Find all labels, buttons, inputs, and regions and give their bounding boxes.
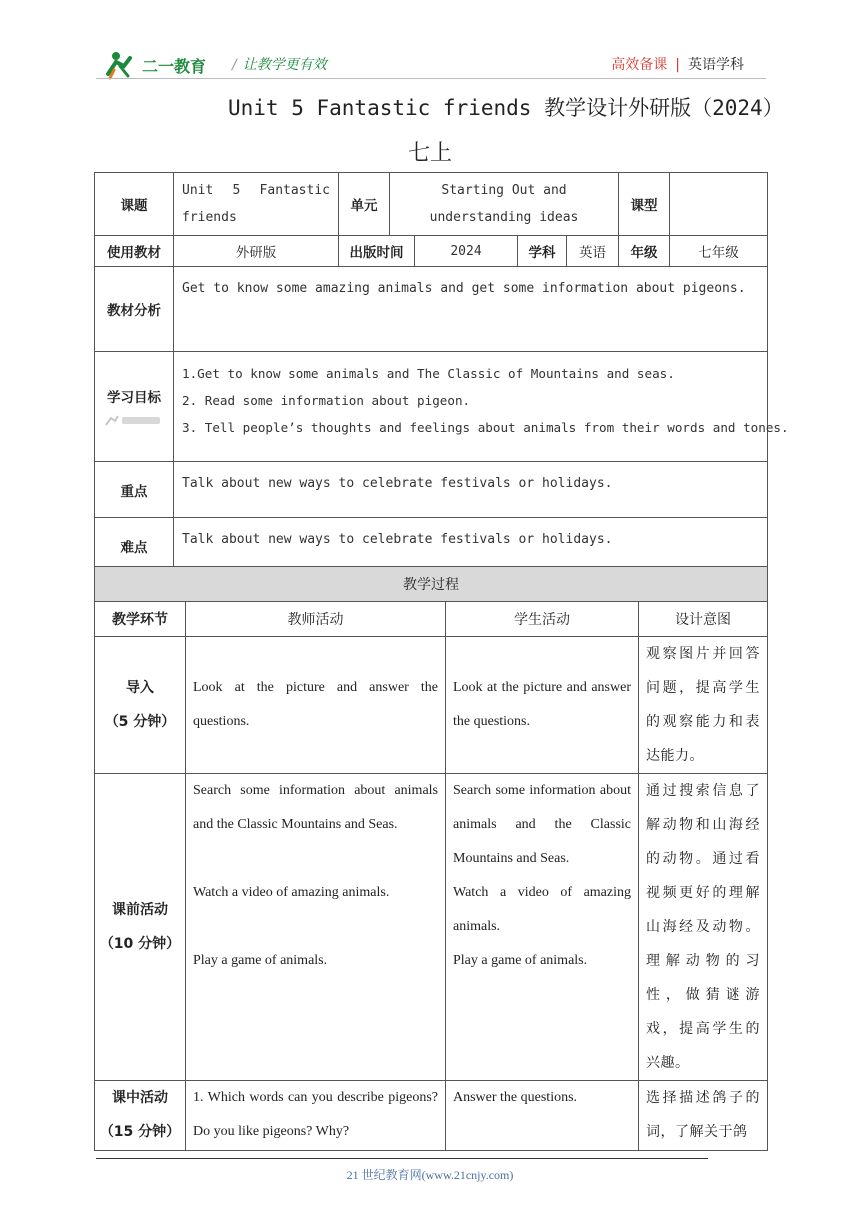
page-header bbox=[0, 0, 860, 92]
table-row bbox=[95, 1081, 768, 1151]
teacher-activity: Search some information about animals and the Classic Mountains and Seas. bbox=[193, 783, 438, 832]
stage-cell bbox=[95, 1081, 186, 1151]
stage-name: 导入 bbox=[126, 680, 154, 696]
stage-time: （15 分钟） bbox=[99, 1124, 181, 1140]
col-intent: 设计意图 bbox=[639, 602, 768, 637]
teacher-activity: 1. Which words can you describe pigeons? Do you like pigeons? Why? bbox=[186, 1081, 446, 1151]
difficult-value: Talk about new ways to celebrate festivals or holidays. bbox=[174, 518, 768, 574]
unit-label: 单元 bbox=[339, 173, 390, 236]
slogan-text: 让教学更有效 bbox=[242, 57, 327, 73]
subject-value: 英语 bbox=[567, 236, 619, 267]
topic-value: Unit 5 Fantastic friends bbox=[174, 173, 339, 236]
process-table bbox=[94, 566, 768, 1151]
goal-item: 1.Get to know some animals and The Classic of Mountains and seas. bbox=[182, 366, 675, 381]
header-tag: 高效备课 bbox=[611, 57, 668, 73]
header-divider bbox=[96, 78, 766, 79]
design-intent: 选择描述鸽子的词，了解关于鸽 bbox=[639, 1081, 768, 1151]
textbook-label: 使用教材 bbox=[95, 236, 174, 267]
design-intent: 观察图片并回答问题，提高学生的观察能力和表达能力。 bbox=[639, 637, 768, 774]
teacher-activity: Play a game of animals. bbox=[193, 953, 328, 968]
type-value bbox=[670, 173, 768, 236]
brand-name: 二一教育 bbox=[142, 57, 207, 76]
goal-item: 2. Read some information about pigeon. bbox=[182, 393, 471, 408]
pubtime-label: 出版时间 bbox=[339, 236, 415, 267]
grade-value: 七年级 bbox=[670, 236, 768, 267]
student-activity-list bbox=[446, 774, 639, 1081]
goal-item: 3. Tell people’s thoughts and feelings about animals from their words and tones. bbox=[182, 420, 789, 435]
analysis-value: Get to know some amazing animals and get some information about pigeons. bbox=[174, 267, 768, 352]
student-activity: Answer the questions. bbox=[446, 1081, 639, 1151]
design-intent: 通过搜索信息了解动物和山海经的动物。通过看视频更好的理解山海经及动物。理解动物的习性，做猜谜游戏，提高学生的兴趣。 bbox=[639, 774, 768, 1081]
info-table bbox=[94, 172, 789, 574]
difficult-label: 难点 bbox=[95, 518, 174, 574]
type-label: 课型 bbox=[619, 173, 670, 236]
key-value: Talk about new ways to celebrate festivals or holidays. bbox=[174, 462, 768, 518]
goals-list bbox=[174, 352, 789, 462]
brand-logo bbox=[106, 48, 216, 80]
doc-title: Unit 5 Fantastic friends 教学设计外研版（2024） bbox=[228, 96, 784, 120]
stage-time: （5 分钟） bbox=[104, 714, 176, 730]
stage-time: （10 分钟） bbox=[99, 936, 181, 952]
unit-value: Starting Out and understanding ideas bbox=[390, 173, 619, 236]
stage-name: 课前活动 bbox=[112, 902, 168, 918]
doc-title-line2: 七上 bbox=[407, 141, 452, 166]
key-label: 重点 bbox=[95, 462, 174, 518]
header-right: 高效备课 | 英语学科 bbox=[611, 57, 744, 73]
student-activity: Play a game of animals. bbox=[453, 953, 588, 968]
header-subject: 英语学科 bbox=[688, 57, 744, 73]
stage-cell bbox=[95, 774, 186, 1081]
stage-name: 课中活动 bbox=[112, 1090, 168, 1106]
process-heading: 教学过程 bbox=[95, 567, 768, 602]
textbook-value: 外研版 bbox=[174, 236, 339, 267]
goals-cell bbox=[95, 352, 174, 462]
table-row bbox=[95, 637, 768, 774]
student-activity: Search some information about animals and the Classic Mountains and Seas. bbox=[453, 783, 631, 866]
grade-label: 年级 bbox=[619, 236, 670, 267]
footer-divider bbox=[96, 1158, 708, 1159]
table-row bbox=[95, 774, 768, 1081]
topic-label: 课题 bbox=[95, 173, 174, 236]
col-student: 学生活动 bbox=[446, 602, 639, 637]
slogan: / 让教学更有效 bbox=[232, 57, 327, 73]
teacher-activity-list bbox=[186, 774, 446, 1081]
footer-source: 21 世纪教育网(www.21cnjy.com) bbox=[346, 1168, 514, 1182]
teacher-activity: Look at the picture and answer the questions. bbox=[186, 637, 446, 774]
analysis-label: 教材分析 bbox=[95, 267, 174, 352]
pubtime-value: 2024 bbox=[415, 236, 518, 267]
stage-cell bbox=[95, 637, 186, 774]
subject-label: 学科 bbox=[518, 236, 567, 267]
student-activity: Watch a video of amazing animals. bbox=[453, 885, 631, 934]
col-teacher: 教师活动 bbox=[186, 602, 446, 637]
watermark-logo bbox=[104, 412, 164, 428]
goals-label: 学习目标 bbox=[107, 389, 161, 406]
teacher-activity: Watch a video of amazing animals. bbox=[193, 885, 390, 900]
col-stage: 教学环节 bbox=[95, 602, 186, 637]
student-activity: Look at the picture and answer the questions. bbox=[446, 637, 639, 774]
